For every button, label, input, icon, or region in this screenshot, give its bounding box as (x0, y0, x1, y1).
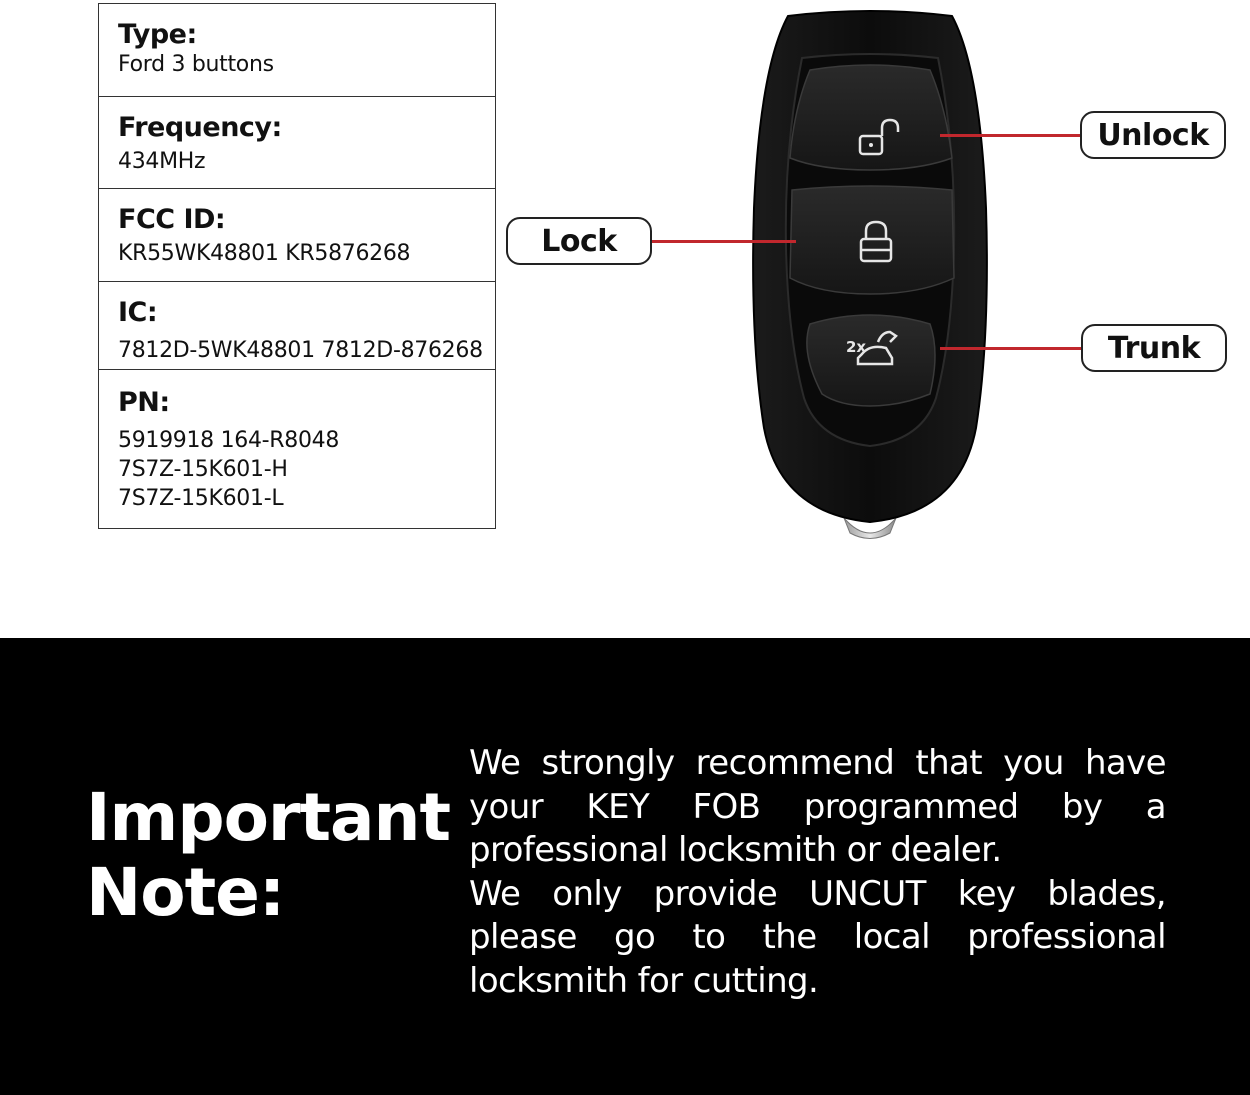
spec-value: Ford 3 buttons (118, 52, 274, 77)
note-heading-line: Important (86, 779, 451, 856)
spec-label: IC: (118, 297, 158, 328)
important-note-banner (0, 638, 1250, 1095)
key-fob-image (740, 8, 1000, 548)
spec-value: 7S7Z-15K601-H (118, 457, 288, 482)
spec-row-fcc-id (99, 189, 495, 282)
spec-table (98, 3, 496, 529)
spec-label: PN: (118, 387, 170, 418)
lock-callout: Lock (506, 217, 652, 265)
spec-row-type (99, 4, 495, 97)
unlock-callout: Unlock (1080, 111, 1226, 159)
lock-callout-line (651, 240, 796, 243)
spec-label: FCC ID: (118, 204, 226, 235)
note-heading-line: Note: (86, 854, 285, 931)
trunk-button (807, 315, 935, 406)
unlock-callout-line (940, 134, 1081, 137)
spec-label: Type: (118, 19, 197, 50)
spec-value: 7812D-5WK48801 7812D-876268 (118, 338, 483, 363)
spec-value: 434MHz (118, 149, 206, 174)
trunk-callout-line (940, 347, 1082, 350)
trunk-icon-text: 2x (846, 338, 867, 356)
note-heading (86, 779, 451, 931)
trunk-callout: Trunk (1081, 324, 1227, 372)
spec-value: 5919918 164-R8048 (118, 428, 340, 453)
spec-row-frequency (99, 97, 495, 189)
spec-value: 7S7Z-15K601-L (118, 486, 284, 511)
spec-label: Frequency: (118, 112, 282, 143)
note-paragraph: We strongly recommend that you have your KEY FOB programmed by a professional locksmith or dealer. (469, 743, 1166, 870)
spec-row-pn (99, 370, 495, 528)
note-paragraph: We only provide UNCUT key blades, please go to the local professional locksmith for cutting. (469, 873, 1166, 1001)
spec-row-ic (99, 282, 495, 370)
spec-value: KR55WK48801 KR5876268 (118, 241, 411, 266)
note-body (469, 742, 1166, 1003)
